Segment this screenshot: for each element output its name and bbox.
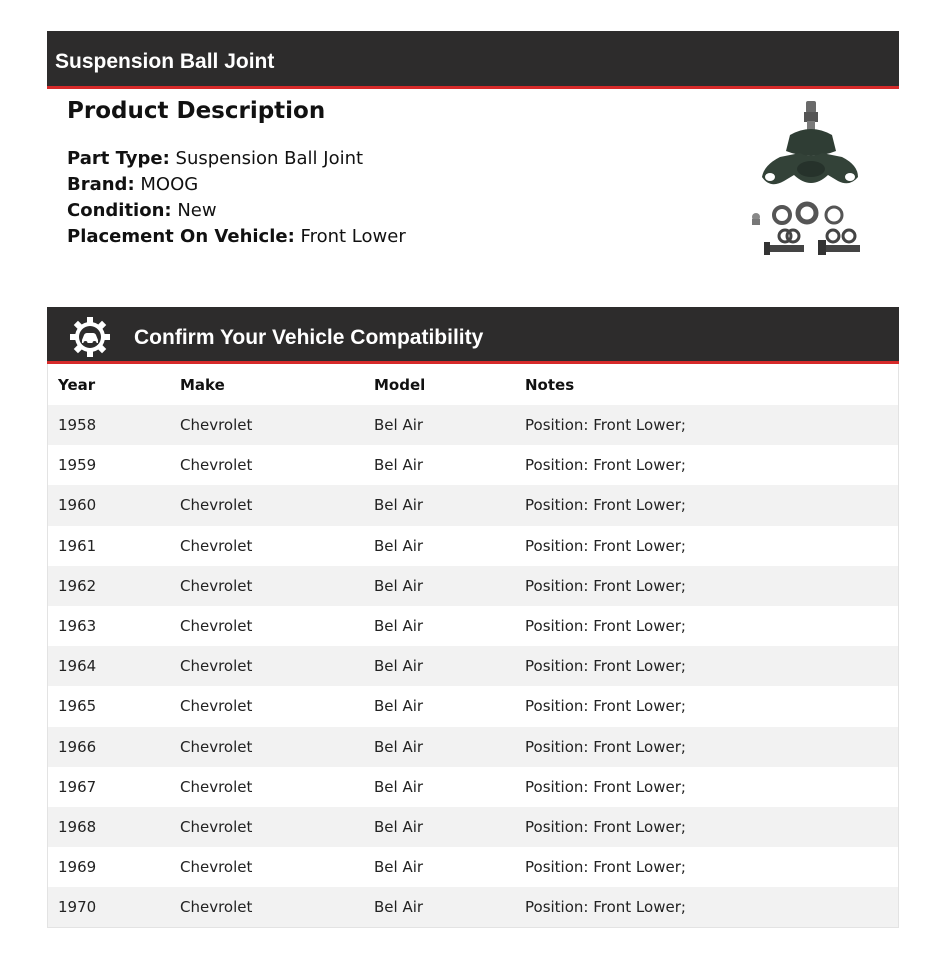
condition-label: Condition: bbox=[67, 200, 172, 221]
model-cell: Bel Air bbox=[374, 737, 424, 756]
product-title: Suspension Ball Joint bbox=[55, 50, 275, 73]
column-header-notes: Notes bbox=[525, 375, 575, 394]
compatibility-table bbox=[47, 364, 899, 928]
notes-cell: Position: Front Lower; bbox=[525, 496, 686, 515]
compatibility-bar bbox=[47, 307, 899, 364]
year-cell: 1966 bbox=[58, 737, 97, 756]
table-row bbox=[48, 566, 898, 606]
table-row bbox=[48, 646, 898, 686]
brand-row bbox=[67, 172, 707, 198]
table-row bbox=[48, 405, 898, 445]
product-title-bar bbox=[47, 31, 899, 89]
part-type-label: Part Type: bbox=[67, 148, 170, 169]
model-cell: Bel Air bbox=[374, 496, 424, 515]
model-cell: Bel Air bbox=[374, 858, 424, 877]
table-body bbox=[48, 405, 898, 927]
table-row bbox=[48, 887, 898, 927]
year-cell: 1969 bbox=[58, 858, 97, 877]
year-cell: 1968 bbox=[58, 817, 97, 836]
make-cell: Chevrolet bbox=[180, 777, 253, 796]
condition-row bbox=[67, 198, 707, 224]
part-type-row bbox=[67, 146, 707, 172]
column-header-year: Year bbox=[58, 375, 96, 394]
notes-cell: Position: Front Lower; bbox=[525, 858, 686, 877]
table-row bbox=[48, 767, 898, 807]
table-row bbox=[48, 526, 898, 566]
model-cell: Bel Air bbox=[374, 456, 424, 475]
table-header-row bbox=[48, 364, 898, 405]
model-cell: Bel Air bbox=[374, 898, 424, 917]
gear-car-icon bbox=[69, 316, 111, 358]
table-row bbox=[48, 606, 898, 646]
model-cell: Bel Air bbox=[374, 817, 424, 836]
notes-cell: Position: Front Lower; bbox=[525, 898, 686, 917]
model-cell: Bel Air bbox=[374, 777, 424, 796]
notes-cell: Position: Front Lower; bbox=[525, 737, 686, 756]
placement-row bbox=[67, 224, 707, 250]
year-cell: 1964 bbox=[58, 657, 97, 676]
year-cell: 1970 bbox=[58, 898, 97, 917]
notes-cell: Position: Front Lower; bbox=[525, 697, 686, 716]
notes-cell: Position: Front Lower; bbox=[525, 456, 686, 475]
make-cell: Chevrolet bbox=[180, 657, 253, 676]
make-cell: Chevrolet bbox=[180, 536, 253, 555]
notes-cell: Position: Front Lower; bbox=[525, 777, 686, 796]
year-cell: 1965 bbox=[58, 697, 97, 716]
notes-cell: Position: Front Lower; bbox=[525, 817, 686, 836]
column-header-model: Model bbox=[374, 375, 426, 394]
year-cell: 1967 bbox=[58, 777, 97, 796]
table-row bbox=[48, 807, 898, 847]
placement-value: Front Lower bbox=[300, 226, 406, 247]
placement-label: Placement On Vehicle: bbox=[67, 226, 295, 247]
notes-cell: Position: Front Lower; bbox=[525, 576, 686, 595]
model-cell: Bel Air bbox=[374, 697, 424, 716]
year-cell: 1963 bbox=[58, 617, 97, 636]
condition-value: New bbox=[177, 200, 217, 221]
description-heading: Product Description bbox=[67, 98, 326, 124]
table-row bbox=[48, 847, 898, 887]
compatibility-title: Confirm Your Vehicle Compatibility bbox=[134, 326, 484, 349]
year-cell: 1962 bbox=[58, 576, 97, 595]
table-row bbox=[48, 485, 898, 525]
notes-cell: Position: Front Lower; bbox=[525, 416, 686, 435]
notes-cell: Position: Front Lower; bbox=[525, 617, 686, 636]
make-cell: Chevrolet bbox=[180, 737, 253, 756]
notes-cell: Position: Front Lower; bbox=[525, 536, 686, 555]
table-row bbox=[48, 445, 898, 485]
brand-value: MOOG bbox=[140, 174, 199, 195]
year-cell: 1960 bbox=[58, 496, 97, 515]
product-image bbox=[740, 95, 870, 265]
table-row bbox=[48, 727, 898, 767]
model-cell: Bel Air bbox=[374, 576, 424, 595]
year-cell: 1958 bbox=[58, 416, 97, 435]
product-description bbox=[67, 94, 707, 250]
year-cell: 1959 bbox=[58, 456, 97, 475]
brand-label: Brand: bbox=[67, 174, 135, 195]
make-cell: Chevrolet bbox=[180, 617, 253, 636]
notes-cell: Position: Front Lower; bbox=[525, 657, 686, 676]
make-cell: Chevrolet bbox=[180, 416, 253, 435]
part-type-value: Suspension Ball Joint bbox=[175, 148, 364, 169]
make-cell: Chevrolet bbox=[180, 898, 253, 917]
model-cell: Bel Air bbox=[374, 416, 424, 435]
year-cell: 1961 bbox=[58, 536, 97, 555]
column-header-make: Make bbox=[180, 375, 225, 394]
make-cell: Chevrolet bbox=[180, 858, 253, 877]
make-cell: Chevrolet bbox=[180, 496, 253, 515]
table-row bbox=[48, 686, 898, 726]
make-cell: Chevrolet bbox=[180, 817, 253, 836]
make-cell: Chevrolet bbox=[180, 576, 253, 595]
make-cell: Chevrolet bbox=[180, 456, 253, 475]
model-cell: Bel Air bbox=[374, 657, 424, 676]
make-cell: Chevrolet bbox=[180, 697, 253, 716]
model-cell: Bel Air bbox=[374, 617, 424, 636]
model-cell: Bel Air bbox=[374, 536, 424, 555]
